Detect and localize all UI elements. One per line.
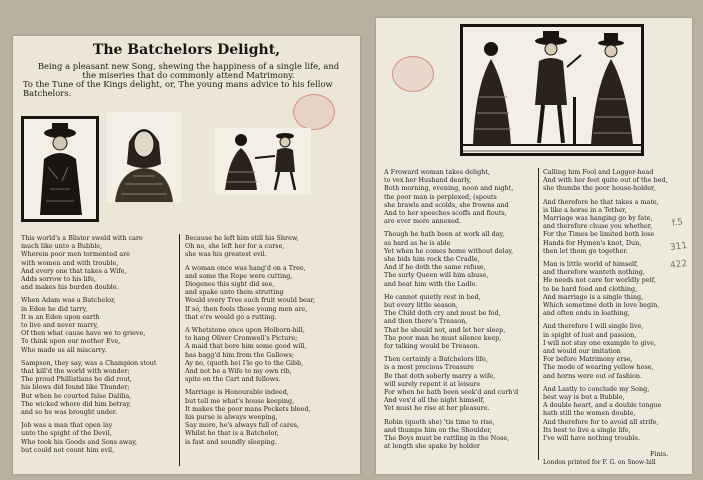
verse-line: For the Times be limited both lose: [543, 230, 655, 239]
library-stamp: [392, 56, 434, 92]
verse-line: Ay no, (quoth he) I'le go to the Gibb,: [185, 358, 304, 367]
verse-line: the poor man is perplexed, (spouts: [384, 192, 497, 201]
left-verse-column-2: [185, 234, 355, 446]
verse-line: and some the Rope were cutting,: [185, 271, 293, 280]
verse-line: for talking would be Treason.: [384, 342, 480, 351]
verse-line: then let them go together.: [543, 246, 628, 255]
verse-line: will surely repent it at leisure: [384, 379, 481, 388]
verse-line: and often ends in loathing,: [543, 309, 630, 318]
verse-line: A Froward woman takes delight,: [384, 168, 490, 176]
verse-line: to vex her Husband dearly,: [384, 176, 472, 185]
verse-line: And vex'd all the night himself,: [384, 396, 485, 405]
verse-line: Man is little world of himself,: [543, 260, 639, 269]
verse-line: to live and never marry,: [21, 321, 99, 330]
verse-line: but tell me what's house keeping,: [185, 396, 295, 405]
verse-line: A Whetstone once upon Holborn-hill,: [185, 326, 305, 335]
verse-line: For before Matrimony erse,: [543, 355, 633, 364]
verse-line: And therefore he that takes a mate,: [543, 197, 659, 206]
subtitle-line-2: the miseries that do commonly attend Matrimony.: [82, 70, 295, 80]
verse-line: Diogenes this sight did see,: [185, 280, 275, 289]
margin-note: 311: [669, 240, 688, 254]
column-divider: [179, 234, 180, 466]
library-stamp: [293, 94, 335, 130]
finis-mark: Finis.: [650, 450, 669, 458]
woodcut-dancing-couple: [215, 128, 311, 194]
verse-line: And if he doth the same refuse,: [384, 263, 486, 272]
tune-line-2: Batchelors.: [23, 88, 72, 98]
verse-line: to be hard food and clothing,: [543, 284, 638, 293]
tune-line-1: To the Tune of the Kings delight, or, The young mans advice to his fellow: [23, 79, 333, 89]
verse-line: spite on the Cart and fellows.: [185, 375, 281, 384]
verse-line: Who took his Goods and Sons away,: [21, 437, 137, 446]
verse-line: Of then what cause have we to grieve,: [21, 329, 146, 338]
verse-line: To think upon our mother Eve,: [21, 337, 121, 346]
verse-line: Whilst he that is a Batchelor,: [185, 429, 279, 438]
verse-line: And Lastly to conclude my Song,: [543, 384, 650, 393]
verse-line: and makes his burden double.: [21, 283, 119, 292]
verse-line: Say more, he's always full of cares,: [185, 421, 300, 430]
verse-line: The poor man he must silence keep,: [384, 333, 502, 342]
verse-line: Hands for Hymen's knot, Dun,: [543, 238, 642, 247]
verse-line: Job was a man that open lay: [21, 421, 113, 430]
verse-line: and then there's Treason,: [384, 317, 468, 326]
verse-line: And therefore for to avoid all strife,: [543, 417, 659, 426]
left-verse-column-1: [21, 234, 175, 454]
verse-line: is like a horse in a Tether,: [543, 205, 627, 214]
verse-line: and therefore chuse you whether,: [543, 222, 653, 231]
verse-line: Wherein poor men tormented are: [21, 250, 130, 259]
verse-line: And to her speeches scoffs and flouts,: [384, 209, 507, 218]
verse-line: at length she spake by holder: [384, 442, 480, 451]
verse-line: Its best to live a single life,: [543, 425, 631, 434]
verse-line: Robin (quoth she) 'tis time to rise,: [384, 417, 495, 426]
verse-line: his blows did found like Thunder;: [21, 383, 130, 392]
column-divider: [538, 168, 539, 460]
verse-line: It is an Eden upon earth: [21, 312, 100, 321]
verse-line: that e're would go a rutting.: [185, 312, 277, 321]
verse-line: she was his greatest evil.: [185, 250, 267, 259]
verse-line: If so, then fools those young men are,: [185, 304, 308, 313]
verse-line: He cannot quietly rest in bed,: [384, 292, 481, 301]
verse-line: The proud Phillistians he did rout,: [21, 375, 132, 384]
verse-line: and spake unto them strutting: [185, 288, 284, 297]
verse-line: Yet must he rise at her pleasure.: [384, 404, 490, 413]
right-broadside-sheet: [376, 18, 692, 474]
verse-line: that kill'd the world with wonder;: [21, 367, 130, 376]
verse-line: Adds sorrow to his life,: [21, 275, 96, 284]
margin-note: 422: [669, 258, 688, 272]
verse-line: Be that doth soberly marry a wife,: [384, 371, 496, 380]
verse-line: Would every Tree such fruit would bear,: [185, 296, 316, 305]
verse-line: his purse is always weeping,: [185, 413, 278, 422]
verse-line: but could not count him evil,: [21, 445, 115, 454]
verse-line: and beat him with the Ladle.: [384, 279, 478, 288]
verse-line: much like unto a Bubble,: [21, 242, 103, 251]
verse-line: A double heart, and a double tongue: [543, 401, 662, 410]
subtitle-line-1: Being a pleasant new Song, shewing the happiness of a single life, and: [37, 61, 340, 71]
verse-line: The Boys must be rattling in the Nose,: [384, 434, 510, 443]
verse-line: to hang Oliver Cromwell's Picture;: [185, 334, 298, 343]
woodcut-three-figures: [460, 24, 644, 156]
verse-line: but every little season,: [384, 301, 458, 310]
right-verse-column-1: [384, 168, 534, 451]
verse-line: This world's a Blister sweld with care: [21, 234, 143, 242]
verse-line: she brawls and scolds, she frowns and: [384, 200, 509, 209]
verse-line: hath still the women double,: [543, 409, 636, 418]
verse-line: is a most precious Treasure: [384, 363, 474, 372]
verse-line: Marriage was hanging go by fate,: [543, 214, 653, 223]
woodcut-man-with-hat: [21, 116, 99, 222]
verse-line: Oh no, she left her for a curse,: [185, 242, 285, 251]
verse-line: in Eden he did tarry,: [21, 304, 88, 313]
verse-line: And not be a Wife to my own rib,: [185, 367, 292, 376]
verse-line: Sampson, they say, was a Champion stout: [21, 358, 157, 367]
verse-line: But when he courted false Dalilia,: [21, 391, 132, 400]
verse-line: And with her feet quite out of the bed,: [543, 176, 668, 185]
verse-line: Though he hath been at work all day,: [384, 230, 505, 239]
imprint-line: London printed for F. G. on Snow-hill: [543, 459, 656, 466]
verse-line: are ever more annexed.: [384, 217, 462, 226]
verse-line: best way is but a Bubble,: [543, 393, 625, 402]
verse-line: Then certainly a Batchelors life,: [384, 355, 488, 364]
ballad-title: The Batchelors Delight,: [92, 42, 281, 58]
verse-line: is fast and soundly sleeping.: [185, 437, 277, 446]
verse-line: and horns were out of fashion.: [543, 371, 643, 380]
verse-line: Which sometime doth in love begin,: [543, 301, 660, 310]
verse-line: with women and with trouble,: [21, 258, 119, 267]
verse-line: in spight of lust and passion,: [543, 330, 637, 339]
verse-line: Because he left him still his Shrew,: [185, 234, 299, 242]
verse-line: Both morning, evening, noon and night,: [384, 184, 514, 193]
verse-line: has bagg'd him from the Gallows;: [185, 350, 295, 359]
verse-line: unto the spight of the Devil,: [21, 429, 112, 438]
verse-line: I've will have nothing trouble.: [543, 434, 641, 443]
verse-line: A woman once was hang'd on a Tree,: [185, 263, 306, 272]
right-verse-column-2: [543, 168, 687, 442]
verse-line: and therefore wanteth nothing,: [543, 268, 645, 277]
verse-line: Marriage is Honourable indeed,: [185, 388, 289, 397]
verse-line: and would our imitation: [543, 347, 621, 356]
verse-line: A maid that bore him some good will,: [185, 342, 307, 351]
verse-line: she bids him rock the Cradle,: [384, 255, 480, 264]
verse-line: That he should not, and let her sleep,: [384, 325, 506, 334]
verse-line: For when he hath been seek'd and curb'd: [384, 388, 519, 397]
verse-line: and thumps him on the Shoulder,: [384, 425, 492, 434]
woodcut-portrait-bust: [107, 112, 181, 202]
verse-line: and so he was brought under.: [21, 408, 118, 417]
verse-line: I will not stay one example to give,: [543, 338, 657, 347]
verse-line: The Child doth cry and must be fed,: [384, 309, 501, 318]
verse-line: The surly Queen will him abuse,: [384, 271, 489, 280]
verse-line: And therefore I will single live,: [543, 322, 644, 331]
verse-line: The wicked whore did him betray,: [21, 399, 131, 408]
left-broadside-sheet: [13, 36, 360, 474]
margin-note: f.5: [671, 217, 684, 229]
verse-line: Who made us all miscarry.: [21, 345, 107, 354]
verse-line: And marriage is a single thing,: [543, 292, 644, 301]
verse-line: The mode of wearing yellow hose,: [543, 363, 654, 372]
verse-line: When Adam was a Batchelor,: [21, 296, 116, 305]
verse-line: as hard as he is able: [384, 238, 451, 247]
verse-line: she thumbs the poor house-holder,: [543, 184, 656, 193]
verse-line: It makes the poor mans Pockets bleed,: [185, 404, 311, 413]
verse-line: Yet when he comes home without delay,: [384, 246, 514, 255]
verse-line: And every one that takes a Wife,: [21, 266, 127, 275]
verse-line: He needs not care for worldly pelf,: [543, 276, 656, 285]
verse-line: Calling him Fool and Logger-head: [543, 168, 654, 176]
